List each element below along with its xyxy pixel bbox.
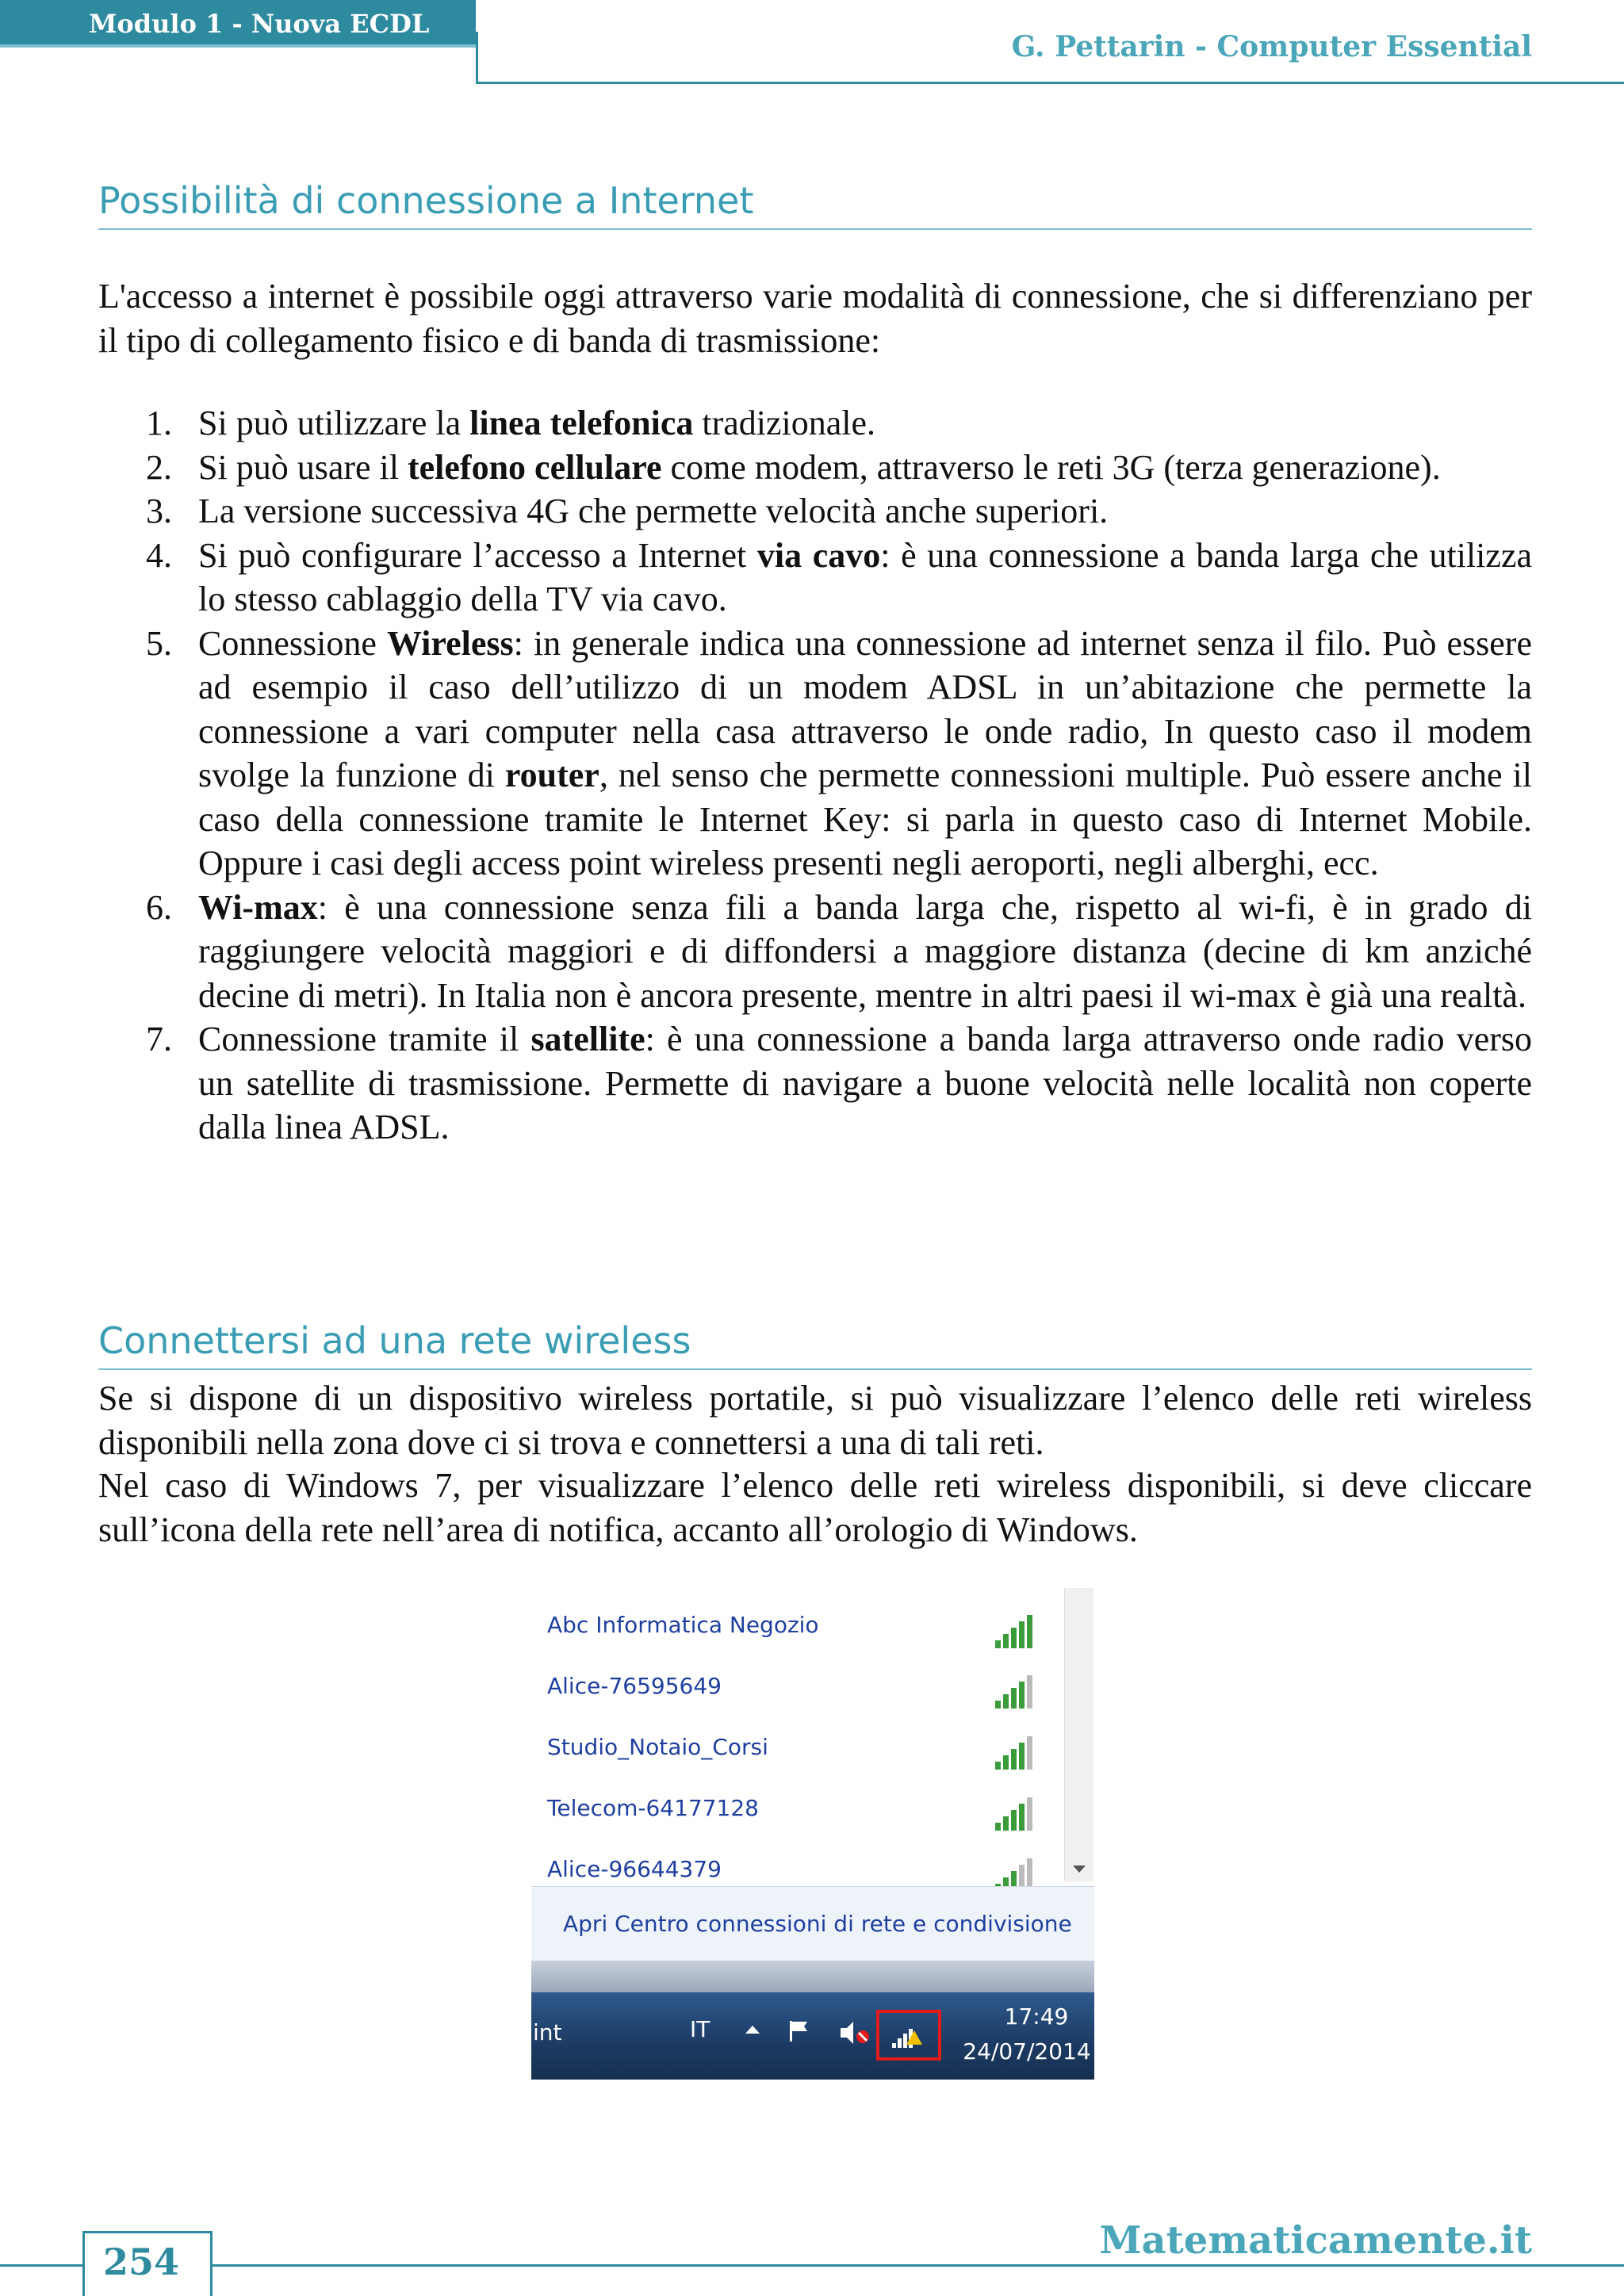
item-text: Connessione tramite il	[198, 1020, 531, 1058]
network-item[interactable]: Telecom-64177128	[547, 1795, 759, 1821]
scrollbar[interactable]	[1064, 1588, 1094, 1881]
signal-icon	[995, 1610, 1043, 1648]
footer-brand: Matematicamente.it	[1099, 2218, 1532, 2263]
window-strip	[531, 1961, 1094, 1992]
item-text: Si può utilizzare la	[198, 404, 470, 442]
item-keyword: satellite	[530, 1020, 645, 1058]
network-item[interactable]: Abc Informatica Negozio	[547, 1612, 819, 1638]
page-number: 254	[103, 2241, 180, 2283]
item-text: : in generale indica una connessione ad internet senza il filo. Può essere ad esempio il caso dell’utilizzo di un modem ADSL in un’abitazione che permette la connessione a vari computer nella casa attraverso le onde radio, In questo caso il modem svolge la funzione di	[198, 623, 1532, 794]
item-text: Si può configurare l’accesso a Internet	[198, 535, 757, 575]
section-title-internet: Possibilità di connessione a Internet	[98, 179, 1532, 230]
item-keyword: telefono cellulare	[407, 447, 662, 487]
item-text: tradizionale.	[693, 404, 876, 442]
volume-muted-icon[interactable]	[839, 2019, 871, 2046]
network-tray-icon[interactable]	[876, 2010, 941, 2061]
language-indicator[interactable]: IT	[690, 2016, 710, 2042]
network-popup-screenshot	[531, 1588, 1094, 2080]
connection-list	[98, 401, 1532, 1150]
item-number: 5.	[146, 623, 172, 663]
clock-date[interactable]: 24/07/2014	[963, 2038, 1091, 2064]
item-number: 1.	[146, 404, 172, 442]
list-item	[98, 534, 1532, 622]
warning-icon	[906, 2030, 922, 2045]
item-text: La versione successiva 4G che permette velocità anche superiori.	[198, 492, 1109, 530]
action-center-flag-icon[interactable]	[787, 2019, 815, 2043]
wireless-paragraph-1: Se si dispone di un dispositivo wireless portatile, si può visualizzare l’elenco delle reti wireless disponibili nella zona dove ci si trova e connettersi a una di tali reti.	[98, 1379, 1532, 1462]
item-number: 2.	[146, 447, 172, 487]
item-keyword: router	[504, 756, 599, 794]
open-network-center-label[interactable]: Apri Centro connessioni di rete e condivisione	[563, 1911, 1072, 1937]
item-number: 4.	[146, 535, 172, 575]
list-item	[98, 1017, 1532, 1150]
intro-paragraph: L'accesso a internet è possibile oggi attraverso varie modalità di connessione, che si differenziano per il tipo di collegamento fisico e di banda di trasmissione:	[98, 277, 1532, 360]
signal-icon	[995, 1793, 1043, 1831]
footer-divider	[0, 2264, 1624, 2267]
list-item	[98, 622, 1532, 886]
item-keyword: Wireless	[386, 623, 514, 663]
list-item	[98, 489, 1532, 534]
item-text: Connessione	[198, 623, 387, 663]
item-text: : è una connessione senza fili a banda larga che, rispetto al wi-fi, è in grado di raggiungere velocità maggiori e di diffondersi a maggiore distanza (decine di km anziché decine di metri). In Italia non è ancora presente, mentre in altri paesi il wi-max è già una realtà.	[198, 887, 1532, 1015]
taskbar	[531, 1992, 1094, 2080]
item-keyword: linea telefonica	[469, 404, 694, 442]
header-divider-vertical	[476, 32, 478, 84]
list-item	[98, 446, 1532, 490]
signal-icon	[995, 1732, 1043, 1770]
open-network-center-link[interactable]	[531, 1886, 1094, 1962]
network-item[interactable]: Alice-76595649	[547, 1673, 722, 1699]
section-title-wireless: Connettersi ad una rete wireless	[98, 1319, 1532, 1370]
module-tab: Modulo 1 - Nuova ECDL	[0, 0, 476, 48]
signal-icon	[995, 1670, 1043, 1709]
network-item[interactable]: Studio_Notaio_Corsi	[547, 1734, 768, 1760]
item-text: , nel senso che permette connessioni multiple. Può essere anche il caso della connessione tramite le Internet Key: si parla in questo caso di Internet Mobile. Oppure i casi degli access point wireless presenti negli aeroporti, negli alberghi, ecc.	[198, 756, 1532, 882]
item-text: : è una connessione a banda larga che utilizza lo stesso cablaggio della TV via cavo.	[198, 535, 1532, 618]
item-number: 7.	[146, 1020, 172, 1058]
network-item[interactable]: Alice-96644379	[547, 1856, 722, 1882]
taskbar-app-label[interactable]: int	[533, 2019, 562, 2045]
list-item	[98, 886, 1532, 1018]
list-item	[98, 401, 1532, 446]
item-text: come modem, attraverso le reti 3G (terza generazione).	[661, 447, 1441, 487]
item-text: Si può usare il	[198, 447, 408, 487]
clock-time[interactable]: 17:49	[1004, 2003, 1069, 2030]
item-keyword: via cavo	[756, 535, 881, 575]
scroll-down-icon[interactable]	[1073, 1866, 1086, 1873]
item-text: : è una connessione a banda larga attraverso onde radio verso un satellite di trasmissione. Permette di navigare a buone velocità nelle località non coperte dalla linea ADSL.	[198, 1020, 1533, 1146]
item-keyword: Wi-max	[198, 887, 318, 927]
show-hidden-icons-icon[interactable]	[745, 2026, 760, 2034]
header-divider	[476, 82, 1624, 84]
item-number: 6.	[146, 887, 172, 927]
wireless-paragraph-2: Nel caso di Windows 7, per visualizzare l’elenco delle reti wireless disponibili, si deve cliccare sull’icona della rete nell’area di notifica, accanto all’orologio di Windows.	[98, 1466, 1532, 1549]
item-number: 3.	[146, 492, 172, 530]
header-author: G. Pettarin - Computer Essential	[1011, 30, 1532, 63]
